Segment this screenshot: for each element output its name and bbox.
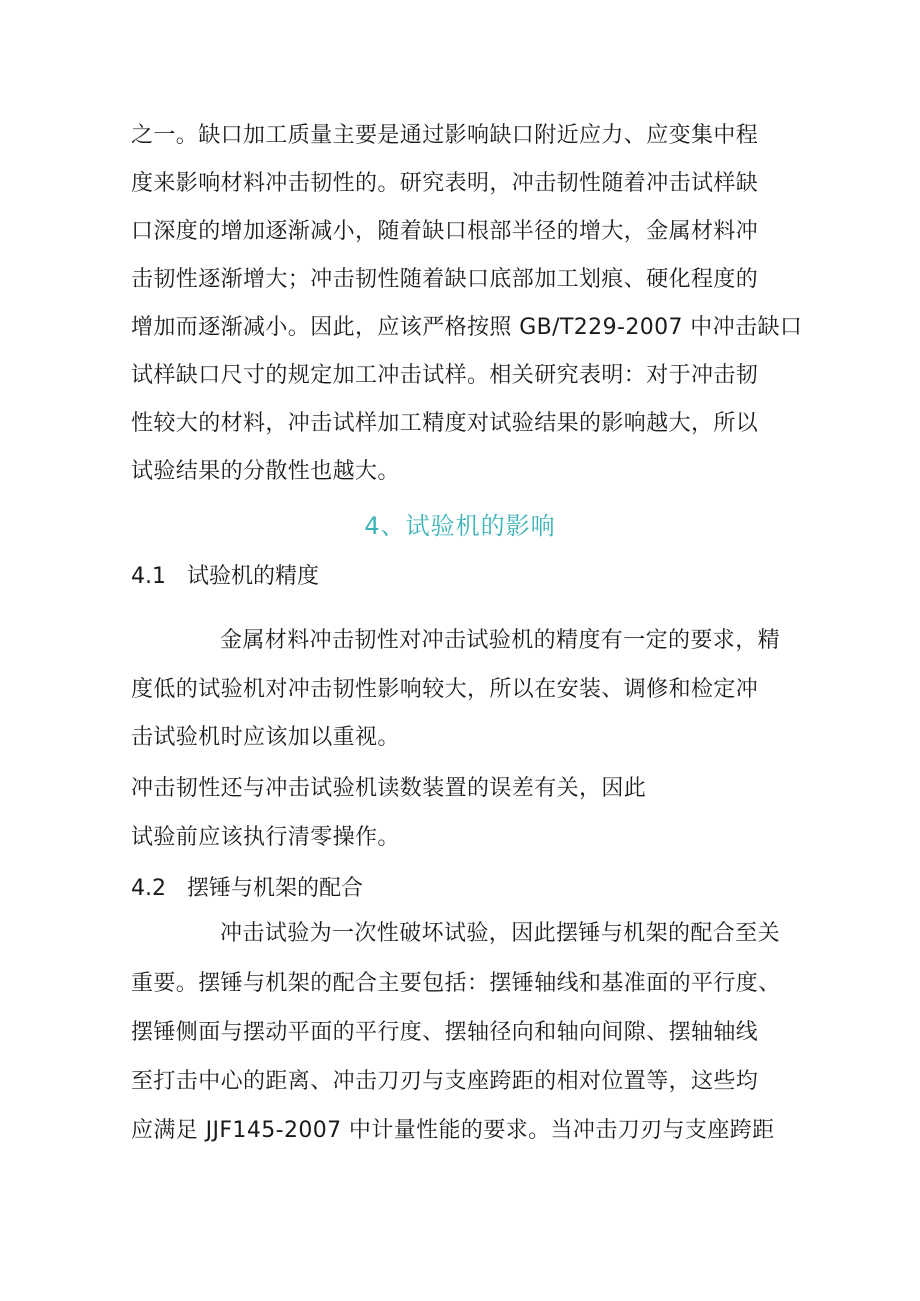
paragraph-line: 击韧性逐渐增大；冲击韧性随着缺口底部加工划痕、硬化程度的 xyxy=(131,267,759,292)
subsection-heading-4-1 xyxy=(131,562,319,592)
paragraph-line: 应满足 JJF145-2007 中计量性能的要求。当冲击刀刃与支座跨距 xyxy=(131,1118,775,1143)
paragraph-line: 试验结果的分散性也越大。 xyxy=(131,459,400,484)
paragraph-line: 增加而逐渐减小。因此，应该严格按照 GB/T229-2007 中冲击缺口 xyxy=(131,315,803,340)
paragraph-line: 口深度的增加逐渐减小，随着缺口根部半径的增大，金属材料冲 xyxy=(131,219,759,244)
paragraph-line: 摆锤侧面与摆动平面的平行度、摆轴径向和轴向间隙、摆轴轴线 xyxy=(131,1020,759,1045)
paragraph-line: 试样缺口尺寸的规定加工冲击试样。相关研究表明：对于冲击韧 xyxy=(131,363,759,388)
paragraph-line: 击试验机时应该加以重视。 xyxy=(131,725,400,750)
section-heading: 4、试验机的影响 xyxy=(364,512,556,540)
paragraph-line: 之一。缺口加工质量主要是通过影响缺口附近应力、应变集中程 xyxy=(131,123,759,148)
subsection-heading-4-2 xyxy=(131,874,363,904)
subsection-number: 4.1 xyxy=(131,564,166,589)
paragraph-line: 度低的试验机对冲击韧性影响较大，所以在安装、调修和检定冲 xyxy=(131,677,759,702)
paragraph-line: 性较大的材料，冲击试样加工精度对试验结果的影响越大，所以 xyxy=(131,411,759,436)
subsection-title: 摆锤与机架的配合 xyxy=(187,876,364,901)
paragraph-line: 冲击韧性还与冲击试验机读数装置的误差有关，因此 xyxy=(131,776,647,801)
subsection-title: 试验机的精度 xyxy=(187,564,320,589)
paragraph-line: 金属材料冲击韧性对冲击试验机的精度有一定的要求，精 xyxy=(220,628,781,653)
paragraph-line: 冲击试验为一次性破坏试验，因此摆锤与机架的配合至关 xyxy=(220,921,781,946)
subsection-number: 4.2 xyxy=(131,876,166,901)
paragraph-line: 至打击中心的距离、冲击刀刃与支座跨距的相对位置等，这些均 xyxy=(131,1069,759,1094)
paragraph-line: 度来影响材料冲击韧性的。研究表明，冲击韧性随着冲击试样缺 xyxy=(131,171,759,196)
paragraph-line: 重要。摆锤与机架的配合主要包括：摆锤轴线和基准面的平行度、 xyxy=(131,971,781,996)
paragraph-line: 试验前应该执行清零操作。 xyxy=(131,825,400,850)
